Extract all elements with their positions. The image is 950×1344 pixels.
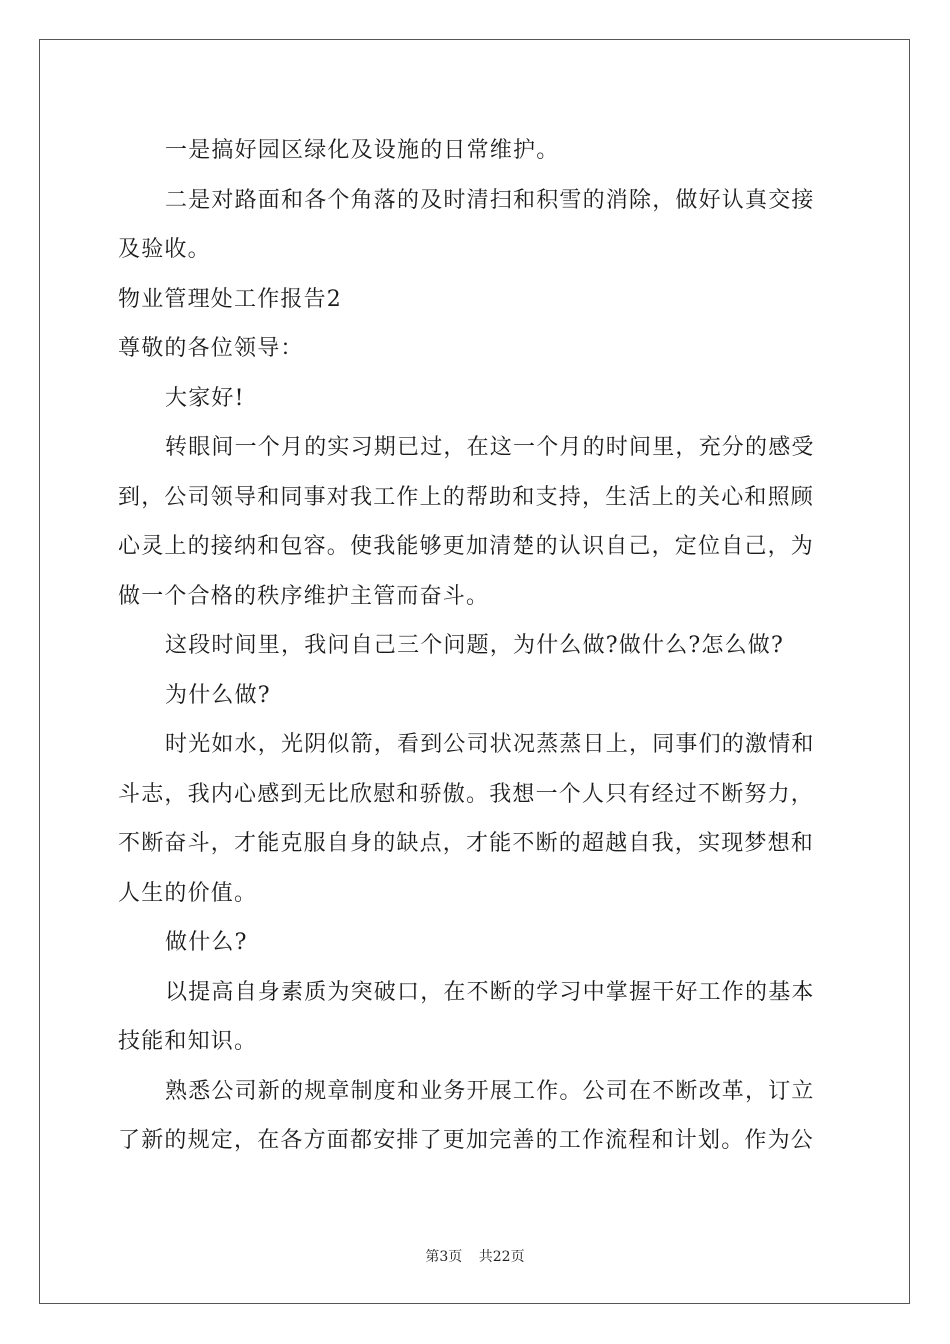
page-number-current: 第3页 bbox=[425, 1249, 463, 1265]
text-line: 熟悉公司新的规章制度和业务开展工作。公司在不断改革，订立 bbox=[165, 1078, 815, 1104]
text-line: 转眼间一个月的实习期已过，在这一个月的时间里，充分的感受 bbox=[165, 435, 815, 460]
text-line: 尊敬的各位领导： bbox=[118, 336, 304, 361]
text-line: 时光如水，光阴似箭，看到公司状况蒸蒸日上，同事们的激情和 bbox=[165, 732, 815, 757]
text-line: 做一个合格的秩序维护主管而奋斗。 bbox=[118, 583, 490, 609]
text-line: 了新的规定，在各方面都安排了更加完善的工作流程和计划。作为公 bbox=[118, 1128, 815, 1153]
text-line: 以提高自身素质为突破口，在不断的学习中掌握干好工作的基本 bbox=[165, 979, 815, 1005]
text-line: 斗志，我内心感到无比欣慰和骄傲。我想一个人只有经过不断努力， bbox=[118, 781, 815, 807]
text-line: 二是对路面和各个角落的及时清扫和积雪的消除，做好认真交接 bbox=[165, 187, 815, 213]
text-line: 不断奋斗，才能克服自身的缺点，才能不断的超越自我，实现梦想和 bbox=[118, 831, 815, 856]
text-line: 物业管理处工作报告2 bbox=[118, 286, 342, 312]
text-line: 及验收。 bbox=[118, 237, 211, 262]
document-body bbox=[118, 126, 836, 1166]
page-footer bbox=[0, 1248, 950, 1266]
page-number-total: 共22页 bbox=[478, 1249, 525, 1265]
text-line: 做什么? bbox=[165, 930, 248, 955]
text-line: 这段时间里，我问自己三个问题，为什么做?做什么?怎么做? bbox=[165, 633, 784, 658]
text-line: 为什么做? bbox=[165, 682, 271, 708]
text-line: 人生的价值。 bbox=[118, 880, 258, 906]
text-line: 心灵上的接纳和包容。使我能够更加清楚的认识自己，定位自己，为 bbox=[118, 534, 815, 559]
text-line: 到，公司领导和同事对我工作上的帮助和支持，生活上的关心和照顾 bbox=[118, 484, 815, 510]
text-line: 技能和知识。 bbox=[118, 1029, 258, 1054]
text-line: 大家好! bbox=[165, 385, 245, 411]
text-line: 一是搞好园区绿化及设施的日常维护。 bbox=[165, 138, 560, 163]
